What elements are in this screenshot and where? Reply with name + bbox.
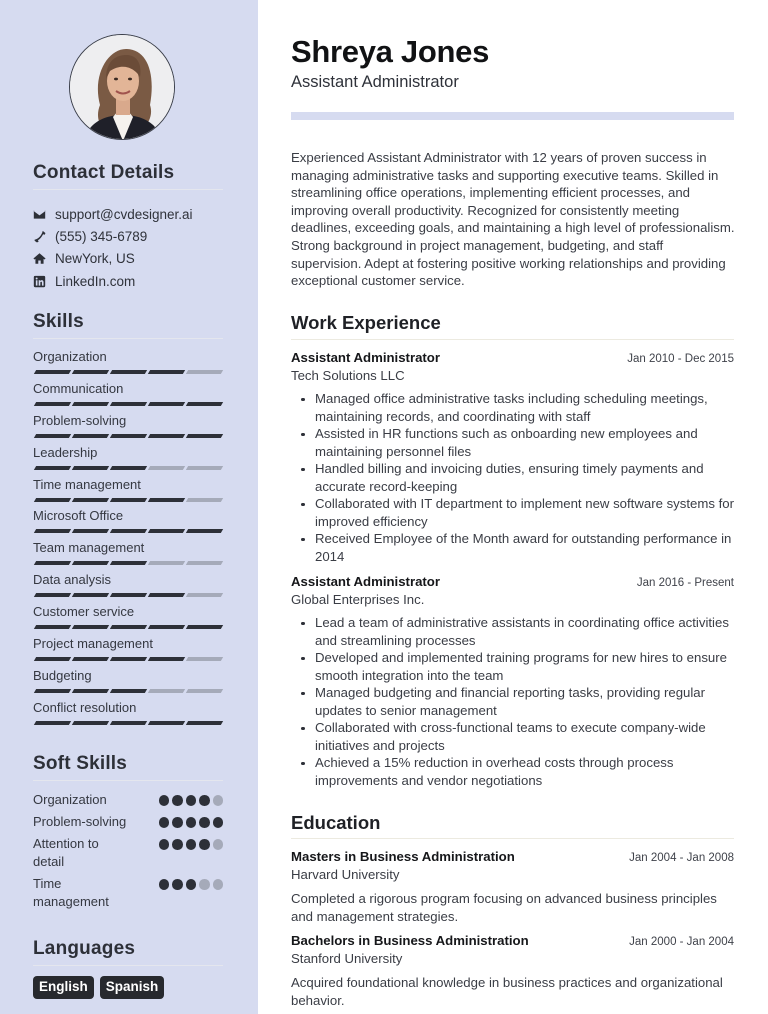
skill-level-meter xyxy=(33,466,223,470)
job-bullet: Received Employee of the Month award for outstanding performance in 2014 xyxy=(291,530,734,565)
skill-level-meter xyxy=(33,498,223,502)
skill-level-meter xyxy=(33,561,223,565)
rating-dot-icon xyxy=(199,817,210,828)
divider xyxy=(291,838,734,839)
degree-title: Masters in Business Administration xyxy=(291,849,515,864)
skill-level-segment xyxy=(72,466,109,470)
skill-level-segment xyxy=(110,466,147,470)
sidebar xyxy=(0,0,258,1014)
skill-level-segment xyxy=(72,625,109,629)
soft-skill-item xyxy=(33,813,223,831)
skill-level-segment xyxy=(34,657,71,661)
skill-level-segment xyxy=(110,529,147,533)
education-dates: Jan 2004 - Jan 2008 xyxy=(629,852,734,864)
job-title: Assistant Administrator xyxy=(291,574,440,589)
school-name: Stanford University xyxy=(291,951,403,966)
soft-skill-rating xyxy=(159,791,224,809)
skill-level-segment xyxy=(148,721,185,725)
skill-item xyxy=(33,667,223,699)
skill-level-segment xyxy=(186,402,223,406)
skill-label: Customer service xyxy=(33,604,135,620)
skill-level-segment xyxy=(148,402,185,406)
divider xyxy=(33,965,223,966)
avatar xyxy=(69,34,175,140)
skill-label: Project management xyxy=(33,636,153,652)
contact-list xyxy=(33,203,233,292)
contact-linkedin[interactable] xyxy=(33,270,233,292)
job-bullets xyxy=(291,390,734,565)
skill-level-meter xyxy=(33,402,223,406)
skill-level-meter xyxy=(33,625,223,629)
rating-dot-icon xyxy=(186,817,197,828)
skill-level-segment xyxy=(34,561,71,565)
rating-dot-icon xyxy=(213,879,224,890)
job-entry xyxy=(291,573,734,789)
job-dates: Jan 2010 - Dec 2015 xyxy=(627,353,734,365)
skill-label: Organization xyxy=(33,349,107,364)
skill-level-segment xyxy=(110,498,147,502)
skill-level-segment xyxy=(148,625,185,629)
skill-level-segment xyxy=(186,657,223,661)
degree-title: Bachelors in Business Administration xyxy=(291,933,529,948)
skill-level-segment xyxy=(34,689,71,693)
skill-level-segment xyxy=(34,498,71,502)
divider xyxy=(33,780,223,781)
skill-level-segment xyxy=(72,370,109,374)
candidate-name: Shreya Jones xyxy=(291,34,490,69)
contact-heading: Contact Details xyxy=(33,162,175,183)
job-bullet: Collaborated with IT department to implement new software systems for improved efficiency xyxy=(291,495,734,530)
soft-skill-rating xyxy=(159,835,224,871)
skill-level-segment xyxy=(72,689,109,693)
contact-email-text: support@cvdesigner.ai xyxy=(55,206,193,222)
languages-list xyxy=(33,976,164,999)
education-heading: Education xyxy=(291,812,381,833)
rating-dot-icon xyxy=(172,879,183,890)
skill-level-meter xyxy=(33,689,223,693)
skill-level-segment xyxy=(34,721,71,725)
language-chip: English xyxy=(33,976,94,999)
job-bullet: Lead a team of administrative assistants in coordinating office activities and streamlining processes xyxy=(291,614,734,649)
rating-dot-icon xyxy=(159,795,170,806)
job-entry xyxy=(291,349,734,565)
soft-skill-label: Organization xyxy=(33,792,107,807)
skill-item xyxy=(33,539,223,571)
skill-label: Team management xyxy=(33,540,145,556)
soft-skills-heading: Soft Skills xyxy=(33,753,128,774)
skill-level-segment xyxy=(34,593,71,597)
skill-level-segment xyxy=(186,529,223,533)
soft-skill-rating xyxy=(159,813,224,831)
skill-level-segment xyxy=(148,689,185,693)
skill-level-segment xyxy=(34,370,71,374)
skill-level-segment xyxy=(148,466,185,470)
skill-level-segment xyxy=(186,625,223,629)
skill-level-segment xyxy=(110,402,147,406)
soft-skills-list xyxy=(33,791,223,915)
rating-dot-icon xyxy=(213,839,224,850)
rating-dot-icon xyxy=(186,795,197,806)
rating-dot-icon xyxy=(172,795,183,806)
skill-label: Problem-solving xyxy=(33,412,127,428)
skill-level-segment xyxy=(34,434,71,438)
skill-level-segment xyxy=(72,721,109,725)
soft-skill-item xyxy=(33,835,223,871)
skill-level-segment xyxy=(186,466,223,470)
skill-label: Conflict resolution xyxy=(33,699,137,715)
soft-skill-item xyxy=(33,791,223,809)
skill-level-segment xyxy=(186,561,223,565)
skill-item xyxy=(33,444,223,476)
skill-item xyxy=(33,380,223,412)
job-title: Assistant Administrator xyxy=(291,350,440,365)
skill-level-segment xyxy=(110,657,147,661)
job-bullet: Managed budgeting and financial reporting tasks, providing regular updates to senior management xyxy=(291,684,734,719)
skills-list xyxy=(33,348,223,731)
job-company: Tech Solutions LLC xyxy=(291,368,405,383)
skill-level-segment xyxy=(72,657,109,661)
job-company: Global Enterprises Inc. xyxy=(291,592,425,607)
job-bullet: Achieved a 15% reduction in overhead costs through process improvements and vendor negotiations xyxy=(291,754,734,789)
divider xyxy=(33,338,223,339)
skill-item xyxy=(33,603,223,635)
home-icon xyxy=(33,252,55,265)
skill-level-segment xyxy=(110,370,147,374)
contact-location xyxy=(33,248,233,270)
skill-level-meter xyxy=(33,593,223,597)
skill-item xyxy=(33,476,223,508)
skill-level-segment xyxy=(72,593,109,597)
rating-dot-icon xyxy=(199,879,210,890)
skill-level-segment xyxy=(186,689,223,693)
skill-level-segment xyxy=(110,593,147,597)
skill-label: Data analysis xyxy=(33,572,112,588)
skill-item xyxy=(33,571,223,603)
skill-label: Time management xyxy=(33,476,141,492)
contact-email[interactable] xyxy=(33,203,233,225)
rating-dot-icon xyxy=(159,839,170,850)
rating-dot-icon xyxy=(199,839,210,850)
divider xyxy=(291,339,734,340)
candidate-title: Assistant Administrator xyxy=(291,73,459,91)
skill-level-segment xyxy=(110,721,147,725)
avatar-portrait-icon xyxy=(70,35,175,140)
profile-summary: Experienced Assistant Administrator with 12 years of proven success in managing administrative tasks and supporting executive teams. Skilled in streamlining office operations, implementing efficient processes, and improving overall productivity. Recognized for consistently meeting deadlines, exceeding goals, and maintaining a high level of professionalism. Strong background in project management, budgeting, and staff supervision. Adept at fostering positive working relationships and providing exceptional customer service. xyxy=(291,150,735,289)
skill-level-segment xyxy=(186,498,223,502)
rating-dot-icon xyxy=(199,795,210,806)
rating-dot-icon xyxy=(186,839,197,850)
rating-dot-icon xyxy=(172,817,183,828)
rating-dot-icon xyxy=(213,795,224,806)
skill-item xyxy=(33,412,223,444)
job-bullet: Collaborated with cross-functional teams to execute company-wide initiatives and projects xyxy=(291,719,734,754)
skill-level-segment xyxy=(110,689,147,693)
skills-heading: Skills xyxy=(33,311,84,332)
skill-item xyxy=(33,507,223,539)
soft-skill-label: Time management xyxy=(33,876,109,909)
skill-level-segment xyxy=(110,561,147,565)
languages-heading: Languages xyxy=(33,938,136,959)
skill-level-segment xyxy=(72,434,109,438)
skill-label: Microsoft Office xyxy=(33,508,124,524)
skill-level-meter xyxy=(33,434,223,438)
accent-bar xyxy=(291,112,734,120)
education-description: Completed a rigorous program focusing on advanced business principles and management strategies. xyxy=(291,891,717,924)
contact-linkedin-text: LinkedIn.com xyxy=(55,273,136,289)
language-chip: Spanish xyxy=(100,976,165,999)
skill-level-segment xyxy=(34,529,71,533)
skill-level-segment xyxy=(72,402,109,406)
rating-dot-icon xyxy=(172,839,183,850)
skill-level-meter xyxy=(33,370,223,374)
job-bullets xyxy=(291,614,734,789)
skill-level-segment xyxy=(186,370,223,374)
skill-level-segment xyxy=(148,529,185,533)
skill-level-meter xyxy=(33,721,223,725)
skill-level-segment xyxy=(72,561,109,565)
soft-skill-rating xyxy=(159,875,224,911)
skill-label: Budgeting xyxy=(33,667,92,683)
skill-level-segment xyxy=(72,529,109,533)
soft-skill-label: Attention to detail xyxy=(33,836,99,869)
skill-level-segment xyxy=(110,625,147,629)
skill-level-meter xyxy=(33,657,223,661)
skill-level-segment xyxy=(148,370,185,374)
work-experience-heading: Work Experience xyxy=(291,312,441,333)
education-entry xyxy=(291,848,734,925)
job-dates: Jan 2016 - Present xyxy=(636,577,734,589)
linkedin-icon xyxy=(33,275,55,288)
skill-level-segment xyxy=(34,625,71,629)
skill-item xyxy=(33,699,223,731)
skill-level-segment xyxy=(186,434,223,438)
contact-location-text: NewYork, US xyxy=(55,251,135,267)
education-description: Acquired foundational knowledge in business practices and organizational behavior. xyxy=(291,975,723,1008)
skill-level-segment xyxy=(34,402,71,406)
skill-level-segment xyxy=(148,434,185,438)
rating-dot-icon xyxy=(159,817,170,828)
skill-level-segment xyxy=(34,466,71,470)
rating-dot-icon xyxy=(186,879,197,890)
job-bullet: Developed and implemented training programs for new hires to ensure smooth integration into the team xyxy=(291,649,734,684)
skill-level-segment xyxy=(148,657,185,661)
job-bullet: Handled billing and invoicing duties, ensuring timely payments and accurate record-keeping xyxy=(291,460,734,495)
skill-level-segment xyxy=(186,593,223,597)
skill-level-segment xyxy=(110,434,147,438)
rating-dot-icon xyxy=(213,817,224,828)
skill-label: Communication xyxy=(33,380,124,396)
rating-dot-icon xyxy=(159,879,170,890)
skill-label: Leadership xyxy=(33,444,98,460)
contact-phone[interactable] xyxy=(33,225,233,247)
skill-item xyxy=(33,348,223,380)
education-entry xyxy=(291,932,734,1009)
soft-skill-label: Problem-solving xyxy=(33,814,127,829)
job-bullet: Assisted in HR functions such as onboarding new employees and maintaining personnel files xyxy=(291,425,734,460)
divider xyxy=(33,189,223,190)
envelope-icon xyxy=(33,208,55,221)
contact-phone-text: (555) 345-6789 xyxy=(55,228,148,244)
school-name: Harvard University xyxy=(291,867,400,882)
soft-skill-item xyxy=(33,875,223,911)
skill-level-segment xyxy=(148,593,185,597)
skill-level-segment xyxy=(186,721,223,725)
skill-level-segment xyxy=(148,561,185,565)
education-dates: Jan 2000 - Jan 2004 xyxy=(629,936,734,948)
skill-level-meter xyxy=(33,529,223,533)
skill-item xyxy=(33,635,223,667)
phone-icon xyxy=(33,230,55,243)
skill-level-segment xyxy=(148,498,185,502)
job-bullet: Managed office administrative tasks including scheduling meetings, maintaining records, and coordinating with staff xyxy=(291,390,734,425)
skill-level-segment xyxy=(72,498,109,502)
